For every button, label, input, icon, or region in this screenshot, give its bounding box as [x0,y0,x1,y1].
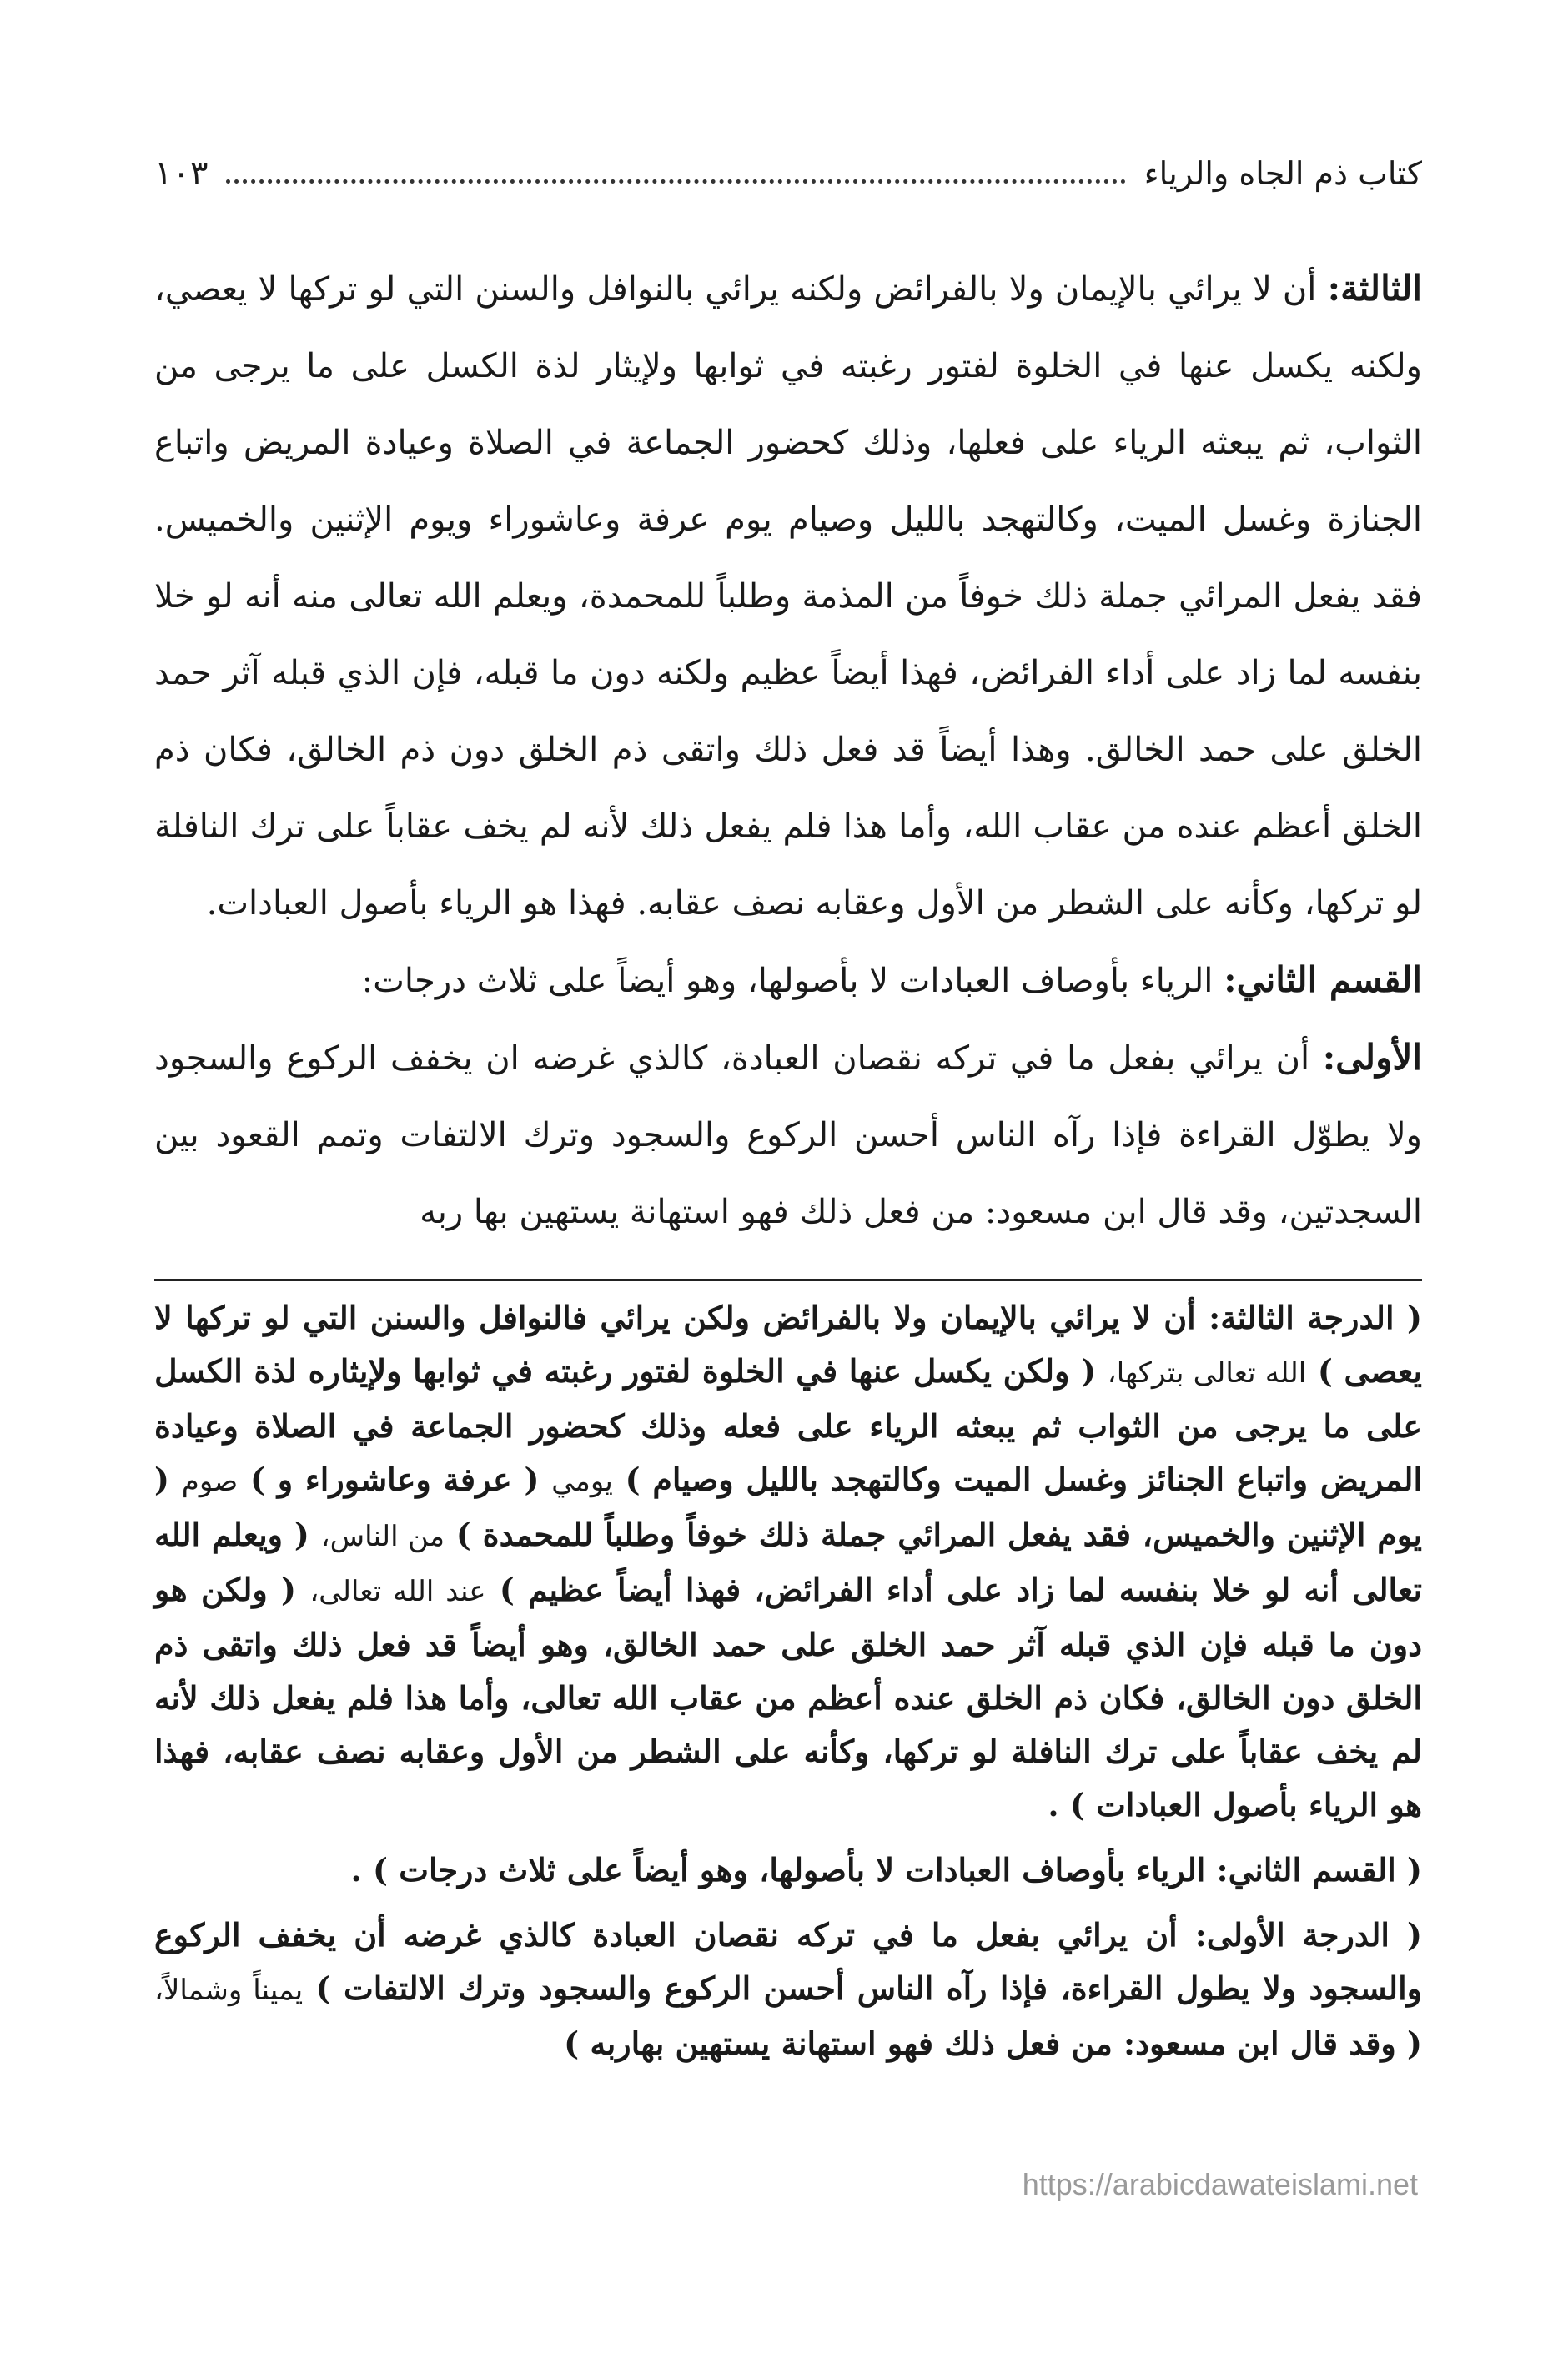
paragraph-lead: القسم الثاني: [1224,959,1422,1000]
commentary-quote: ( يوم الإثنين والخميس، فقد يفعل المرائي جملة ذلك خوفاً وطلباً للمحمدة ) [154,1461,1422,1553]
paragraph-body: الرياء بأوصاف العبادات لا بأصولها، وهو أيضاً على ثلاث درجات: [361,962,1214,1000]
commentary-paragraph [154,1909,1422,2070]
source-watermark: https://arabicdawateislami.net [1022,2167,1418,2201]
commentary-section [154,1291,1422,2082]
commentary-quote: ( الدرجة الأولى: أن يرائي بفعل ما في تركه نقصان العبادة كالذي غرضه أن يخفف الركوع والسجود ولا يطول القراءة، فإذا رآه الناس أحسن الركوع والسجود وترك الالتفات ) [154,1916,1422,2007]
paragraph-first-degree [154,1019,1422,1250]
paragraph-body: أن لا يرائي بالإيمان ولا بالفرائض ولكنه يرائي بالنوافل والسنن التي لو تركها لا يعصي، ولكنه يكسل عنها في الخلوة لفتور رغبته في ثوابها ولإيثار لذة الكسل على ما يرجى من الثواب، ثم يبعثه الرياء على فعلها، وذلك كحضور الجماعة في الصلاة وعيادة المريض واتباع الجنازة وغسل الميت، وكالتهجد بالليل وصيام يوم عرفة وعاشوراء ويوم الإثنين والخميس. فقد يفعل المرائي جملة ذلك خوفاً من المذمة وطلباً للمحمدة، ويعلم الله تعالى منه أنه لو خلا بنفسه لما زاد على أداء الفرائض، فهذا أيضاً عظيم ولكنه دون ما قبله، فإن الذي قبله آثر حمد الخلق على حمد الخالق. وهذا أيضاً قد فعل ذلك واتقى ذم الخلق دون ذم الخالق، فكان ذم الخلق أعظم عنده من عقاب الله، وأما هذا فلم يفعل ذلك لأنه لم يخف عقاباً على ترك النافلة لو تركها، وكأنه على الشطر من الأول وعقابه نصف عقابه. فهذا هو الرياء بأصول العبادات. [154,270,1422,923]
commentary-quote: ( ويعلم الله تعالى أنه لو خلا بنفسه لما زاد على أداء الفرائض، فهذا أيضاً عظيم ) [154,1516,1423,1608]
page-number: ١٠٣ [154,154,209,193]
paragraph-body: أن يرائي بفعل ما في تركه نقصان العبادة، كالذي غرضه ان يخفف الركوع والسجود ولا يطوّل القراءة فإذا رآه الناس أحسن الركوع والسجود وترك الالتفات وتمم القعود بين السجدتين، وقد قال ابن مسعود: من فعل ذلك فهو استهانة يستهين بها ربه [154,1039,1422,1231]
commentary-paragraph [154,1843,1422,1897]
main-text [154,250,1422,1250]
commentary-gloss: صوم [181,1465,239,1498]
running-header [154,148,1422,199]
book-title: كتاب ذم الجاه والرياء [1143,155,1422,192]
paragraph-third-degree [154,250,1422,942]
commentary-gloss: يميناً وشمالاً، [154,1974,304,2007]
commentary-divider [154,1279,1422,1281]
commentary-gloss: من الناس، [320,1520,445,1553]
commentary-paragraph [154,1291,1422,1832]
commentary-quote: ( ولكن يكسل عنها في الخلوة لفتور رغبته في ثوابها ولإيثاره لذة الكسل على ما يرجى من الثواب ثم يبعثه الرياء على فعله وذلك كحضور الجماعة في الصلاة وعيادة المريض واتباع الجنائز وغسل الميت وكالتهجد بالليل وصيام ) [154,1352,1423,1498]
commentary-quote: ( عرفة وعاشوراء و ) [250,1461,540,1498]
header-dot-leader [226,164,1125,184]
commentary-quote: ( القسم الثاني: الرياء بأوصاف العبادات لا بأصولها، وهو أيضاً على ثلاث درجات ) . [350,1851,1422,1889]
commentary-quote: ( الدرجة الثالثة: أن لا يرائي بالإيمان ولا بالفرائض ولكن يرائي فالنوافل والسنن التي لو تركها لا يعصى ) [154,1299,1422,1390]
commentary-quote: ( وقد قال ابن مسعود: من فعل ذلك فهو استهانة يستهين بهاربه ) [564,2024,1422,2062]
commentary-quote: ( ولكن هو دون ما قبله فإن الذي قبله آثر حمد الخلق على حمد الخالق، وهو أيضاً قد فعل ذلك واتقى ذم الخلق دون الخالق، فكان ذم الخلق عنده أعظم من عقاب الله تعالى، وأما هذا فلم يفعل ذلك لأنه لم يخف عقاباً على ترك النافلة لو تركها، وكأنه على الشطر من الأول وعقابه نصف عقابه، فهذا هو الرياء بأصول العبادات ) . [154,1571,1422,1823]
commentary-gloss: عند الله تعالى، [309,1575,486,1608]
paragraph-lead: الثالثة: [1327,268,1423,309]
commentary-gloss: الله تعالى بتركها، [1107,1356,1307,1390]
paragraph-lead: الأولى: [1322,1037,1422,1078]
commentary-gloss: يومي [551,1465,613,1498]
paragraph-second-section [154,942,1422,1019]
